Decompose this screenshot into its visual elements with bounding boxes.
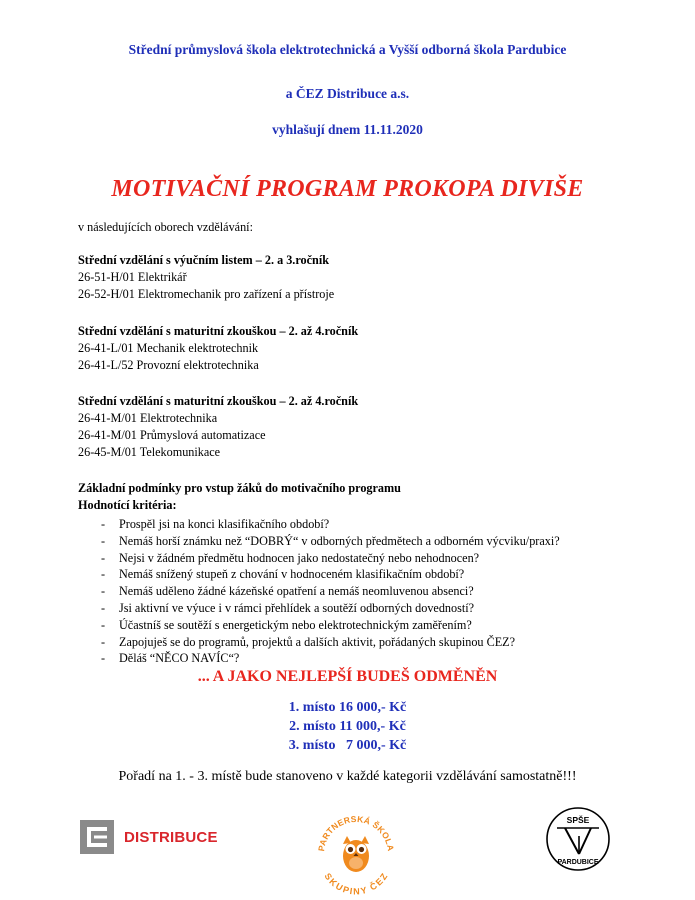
prize-second: 2. místo 11 000,- Kč bbox=[289, 719, 406, 734]
list-item: - Děláš “NĚCO NAVÍC“? bbox=[101, 650, 560, 667]
section-heading: Střední vzdělání s maturitní zkouškou – 2. až 4.ročník bbox=[78, 394, 359, 408]
criteria-heading: Hodnotící kritéria: bbox=[78, 498, 177, 512]
section-item: 26-41-L/01 Mechanik elektrotechnik bbox=[78, 341, 259, 355]
header-partner-name: a ČEZ Distribuce a.s. bbox=[285, 86, 410, 101]
reward-heading: ... A JAKO NEJLEPŠÍ BUDEŠ ODMĚNĚN bbox=[197, 668, 498, 685]
prize-third: 3. místo 7 000,- Kč bbox=[288, 738, 407, 753]
footer-note: Pořadí na 1. - 3. místě bude stanoveno v každé kategorii vzdělávání samostatně!!! bbox=[118, 769, 577, 784]
section-maturita-m bbox=[78, 393, 358, 461]
spse-top-text: SPŠE bbox=[566, 815, 590, 825]
distribuce-label: DISTRIBUCE bbox=[124, 829, 218, 846]
section-heading: Střední vzdělání s výučním listem – 2. a 3.ročník bbox=[78, 253, 329, 267]
list-item: - Nemáš uděleno žádné kázeňské opatření a nemáš neomluvenou absenci? bbox=[101, 583, 560, 600]
list-item: - Nemáš horší známku než “DOBRÝ“ v odborných předmětech a odborném výcviku/praxi? bbox=[101, 533, 560, 550]
section-maturita-l bbox=[78, 323, 358, 374]
list-item: - Zapojuješ se do programů, projektů a dalších aktivit, pořádaných skupinou ČEZ? bbox=[101, 634, 560, 651]
section-item: 26-51-H/01 Elektrikář bbox=[78, 270, 187, 284]
partner-bottom-text: SKUPINY ČEZ bbox=[322, 871, 390, 896]
section-item: 26-41-M/01 Průmyslová automatizace bbox=[78, 428, 266, 442]
list-item: - Nejsi v žádném předmětu hodnocen jako nedostatečný nebo nehodnocen? bbox=[101, 550, 560, 567]
conditions-heading: Základní podmínky pro vstup žáků do motivačního programu bbox=[78, 481, 401, 495]
spse-bottom-text: PARDUBICE bbox=[557, 859, 599, 866]
intro-text: v následujících oborech vzdělávání: bbox=[78, 220, 253, 234]
spse-logo-icon bbox=[545, 806, 611, 872]
section-item: 26-52-H/01 Elektromechanik pro zařízení a přístroje bbox=[78, 287, 335, 301]
criteria-list bbox=[101, 516, 560, 667]
section-vocational bbox=[78, 252, 334, 303]
list-item: - Nemáš snížený stupeň z chování v hodnoceném klasifikačním období? bbox=[101, 566, 560, 583]
prize-list bbox=[0, 698, 695, 755]
section-item: 26-45-M/01 Telekomunikace bbox=[78, 445, 221, 459]
section-item: 26-41-L/52 Provozní elektrotechnika bbox=[78, 358, 259, 372]
header-announce-date: vyhlašují dnem 11.11.2020 bbox=[272, 122, 423, 137]
list-item: - Jsi aktivní ve výuce i v rámci přehlídek a soutěží odborných dovedností? bbox=[101, 600, 560, 617]
conditions-block bbox=[78, 480, 401, 514]
section-item: 26-41-M/01 Elektrotechnika bbox=[78, 411, 218, 425]
partner-top-text: PARTNERSKÁ ŠKOLA bbox=[316, 813, 396, 852]
cez-logo-icon bbox=[80, 820, 114, 854]
section-heading: Střední vzdělání s maturitní zkouškou – 2. až 4.ročník bbox=[78, 324, 359, 338]
list-item: - Prospěl jsi na konci klasifikačního období? bbox=[101, 516, 560, 533]
prize-first: 1. místo 16 000,- Kč bbox=[288, 700, 407, 715]
owl-icon bbox=[343, 836, 369, 872]
partner-school-logo-icon bbox=[312, 808, 400, 896]
program-title: MOTIVAČNÍ PROGRAM PROKOPA DIVIŠE bbox=[111, 176, 584, 202]
svg-text:SKUPINY ČEZ bbox=[322, 871, 389, 896]
list-item: - Účastníš se soutěží s energetickým nebo elektrotechnickým zaměřením? bbox=[101, 617, 560, 634]
header-school-name: Střední průmyslová škola elektrotechnická a Vyšší odborná škola Pardubice bbox=[128, 42, 567, 57]
